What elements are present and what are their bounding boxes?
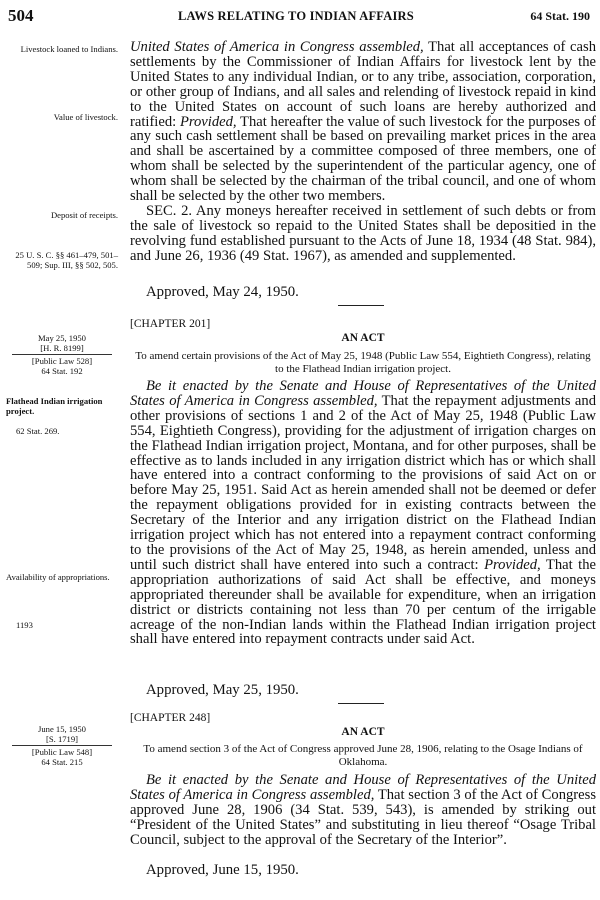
section-rule [338, 305, 384, 306]
enacting-clause: Be it enacted by the Senate and House of Representatives of the United States of America in Congress assembled, [130, 378, 596, 409]
enacting-clause: United States of America in Congress assembled, [130, 39, 424, 55]
chapter-201-bill: [H. R. 8199] [40, 343, 84, 353]
paragraph-flathead: Be it enacted by the Senate and House of Representatives of the United States of America in Congress assembled, That the repayment adjustments and other provisions of sections 1 and 2 of the Act of May 25, 1948 (Public Law 554, Eightieth Congress), providing for the adjustment of irrigation charges on the Flathead Indian irrigation project, Montana, and for other purposes, shall be effective as to lands included in any irrigation district which has or which shall have entered into a contract conforming to the provisions of said Act on or before May 25, 1951. Said Act as herein amended shall not be deemed or defer the repayment obligations provided for in existing contracts between the Secretary of the Interior and any irrigation district on the Flathead Indian irrigation project which has not entered into a repayment contract conforming to the provisions of the Act of May 25, 1948, as herein amended, unless and until such district shall have entered into such a contract: Provided, That the appropriation authorizations of said Act shall be effective, and moneys appropriated thereunder shall be available for expenditure, when an irrigation district or districts containing not less than 70 per centum of the irrigable acreage of the non-Indian lands within the Flathead Indian irrigation project shall have entered into repayment contracts under said Act. [130, 378, 596, 648]
margin-note-1193: 1193 [16, 620, 33, 630]
margin-note-livestock-loaned: Livestock loaned to Indians. [20, 44, 118, 54]
chapter-201-stat: 64 Stat. 192 [41, 366, 83, 376]
margin-divider [12, 745, 112, 746]
chapter-201-heading: [CHAPTER 201] [130, 318, 211, 330]
act-body-chapter-248 [130, 773, 596, 848]
chapter-248-heading: [CHAPTER 248] [130, 712, 211, 724]
margin-note-usc-ref: 25 U. S. C. §§ 461–479, 501–509; Sup. III, §§ 502, 505. [15, 250, 118, 270]
approved-date-1: Approved, May 24, 1950. [146, 284, 299, 300]
margin-note-deposit-receipts: Deposit of receipts. [50, 210, 118, 220]
enacting-clause: Be it enacted by the Senate and House of Representatives of the United States of America in Congress assembled, [130, 772, 596, 803]
page-number: 504 [8, 6, 34, 25]
stat-reference: 64 Stat. 190 [530, 9, 590, 23]
chapter-201-public-law: [Public Law 528] [31, 356, 93, 366]
running-title: LAWS RELATING TO INDIAN AFFAIRS [178, 9, 414, 23]
chapter-248-date: June 15, 1950 [38, 724, 86, 734]
chapter-248-bill: [S. 1719] [46, 734, 78, 744]
chapter-201-date: May 25, 1950 [38, 333, 86, 343]
margin-note-62-stat-269: 62 Stat. 269. [16, 426, 60, 436]
margin-block-chapter-248 [6, 724, 118, 767]
approved-date-3: Approved, June 15, 1950. [146, 862, 299, 878]
proviso: Provided, [179, 113, 237, 130]
paragraph-osage: Be it enacted by the Senate and House of Representatives of the United States of America in Congress assembled, That section 3 of the Act of Congress approved June 28, 1906 (34 Stat. 539, 543), is amended by striking out “President of the United States” and substituting in lieu thereof “Osage Tribal Council, subject to the approval of the Secretary of the Interior”. [130, 772, 596, 848]
an-act-heading-201: AN ACT [341, 332, 385, 344]
proviso: Provided, [484, 556, 541, 573]
chapter-248-stat: 64 Stat. 215 [41, 757, 83, 767]
margin-note-availability: Availability of appropriations. [6, 572, 110, 582]
act-body-chapter-201 [130, 379, 596, 647]
margin-block-chapter-201 [6, 333, 118, 376]
paragraph-livestock: United States of America in Congress assembled, That all acceptances of cash settlements by the Commissioner of Indian Affairs for livestock lent by the United States to any individual Indian, or to any tribe, association, corporation, or other group of Indians, and all sales and relending of livestock repaid in kind to the United States on account of such loans are hereby authorized and ratified: Provided, That hereafter the value of such livestock for the purposes of any such cash settlement shall be based on prevailing market prices in the area and shall be ascertained by a committee composed of three members, one of whom shall be selected by the superintendent of the particular agency, one of whom shall be selected by the chairman of the tribal council, and one of whom shall be selected by the other two members. [130, 39, 596, 205]
chapter-248-purpose: To amend section 3 of the Act of Congress approved June 28, 1906, relating to the Osage Indians of Oklahoma. [143, 743, 583, 768]
section-rule [338, 703, 384, 704]
chapter-248-public-law: [Public Law 548] [31, 747, 93, 757]
margin-divider [12, 354, 112, 355]
approved-date-2: Approved, May 25, 1950. [146, 682, 299, 698]
paragraph-section-2: SEC. 2. Any moneys hereafter received in settlement of such debts or from the sale of livestock so repaid to the United States shall be depositied in the revolving fund established pursuant to the Acts of June 18, 1934 (48 Stat. 984), and June 26, 1936 (49 Stat. 1967), as amended and supplemented. [130, 202, 596, 264]
an-act-heading-248: AN ACT [341, 726, 385, 738]
margin-note-flathead: Flathead Indian irrigation project. [6, 396, 103, 416]
margin-note-value-of-livestock: Value of livestock. [53, 112, 118, 122]
act-body-section-1 [130, 40, 596, 264]
chapter-201-purpose: To amend certain provisions of the Act of May 25, 1948 (Public Law 554, Eightieth Congress), relating to the Flathead Indian irrigation project. [135, 350, 591, 375]
page-header [8, 6, 590, 28]
